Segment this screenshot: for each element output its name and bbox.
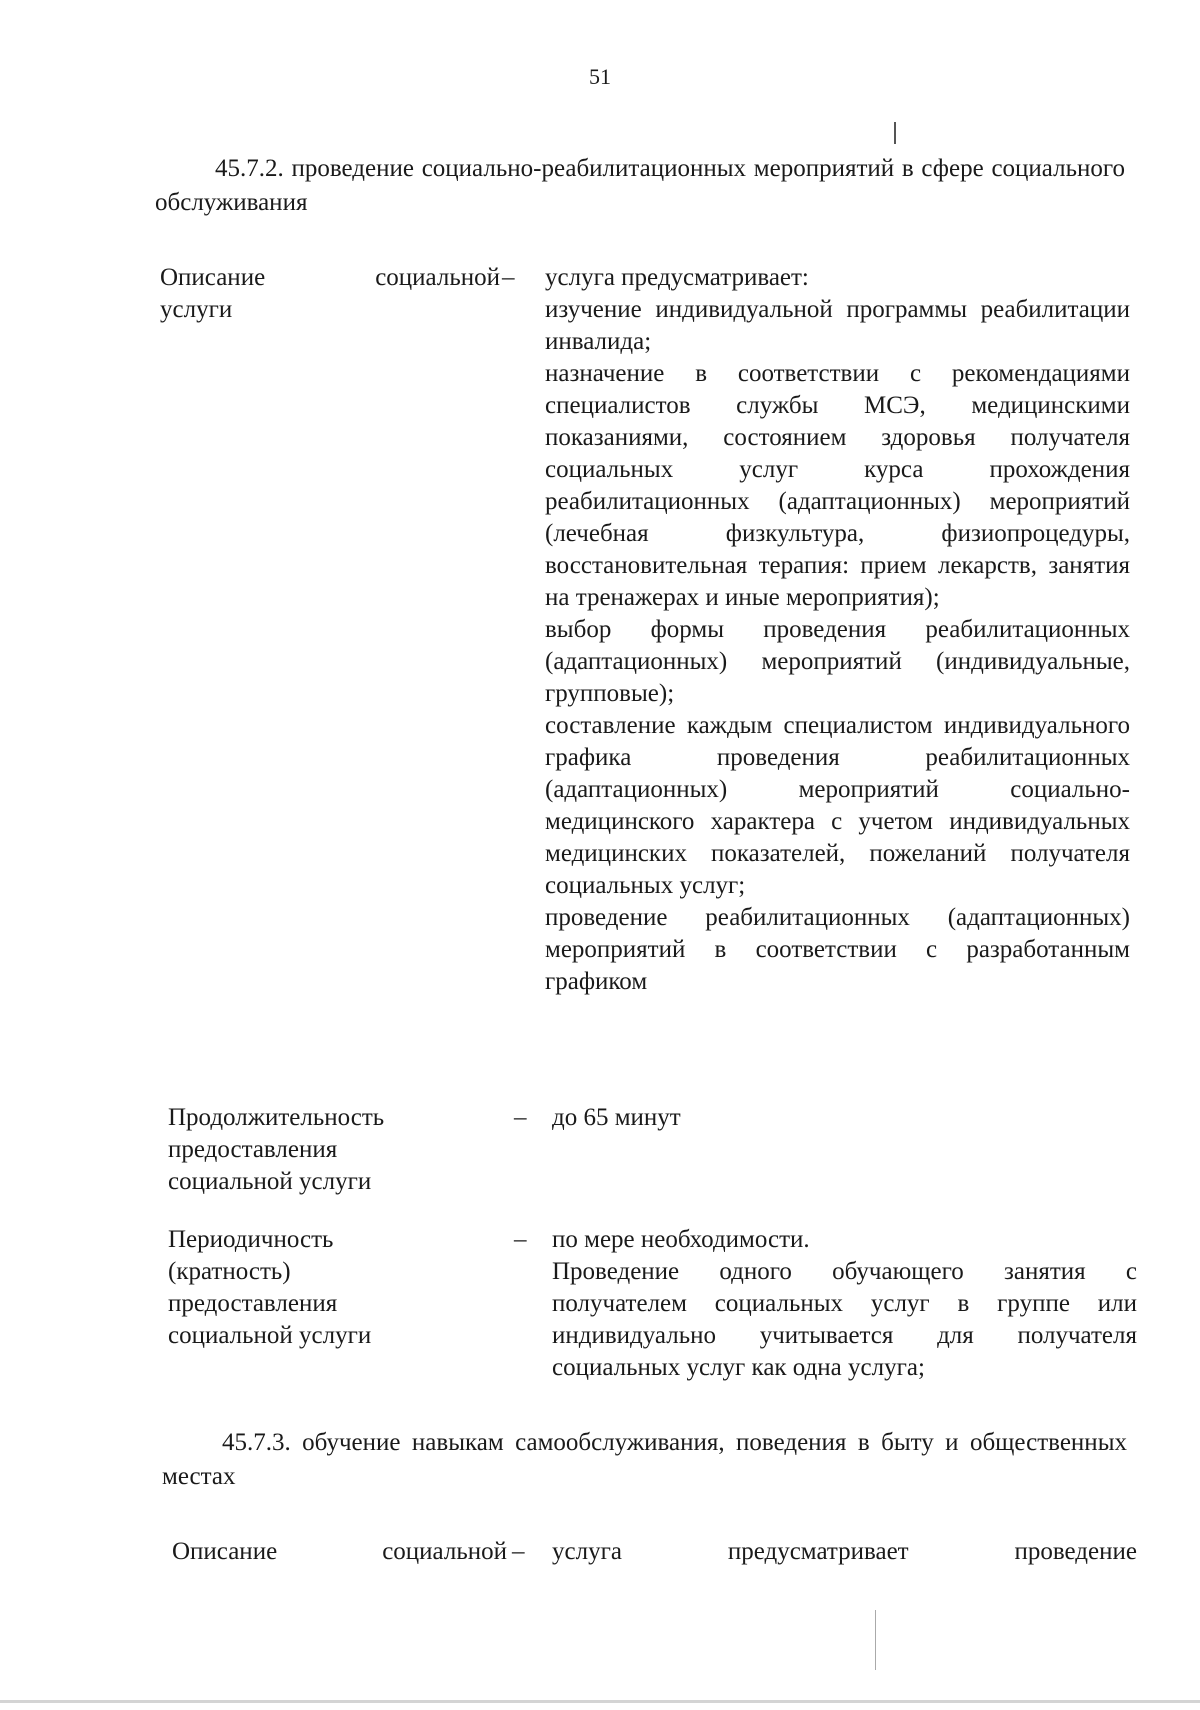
section-heading-text: 45.7.3. обучение навыкам самообслуживания, поведения в быту и общественных местах bbox=[162, 1429, 1127, 1490]
value-item: изучение индивидуальной программы реабилитации инвалида; bbox=[545, 296, 1130, 355]
service-description-label bbox=[172, 1536, 507, 1568]
section-heading-text: 45.7.2. проведение социально-реабилитационных мероприятий в сфере социального обслуживания bbox=[155, 155, 1125, 216]
value-item: составление каждым специалистом индивидуального графика проведения реабилитационных (адаптационных) мероприятий социально-медицинского характера с учетом индивидуальных медицинских показателей, пожеланий получателя социальных услуг; bbox=[545, 712, 1130, 899]
service-description-value bbox=[552, 1536, 1137, 1568]
separator-dash: – bbox=[502, 264, 515, 291]
service-duration-value: до 65 минут bbox=[552, 1104, 681, 1131]
value-item: проведение реабилитационных (адаптационных) мероприятий в соответствии с разработанным графиком bbox=[545, 904, 1130, 995]
label-line: Продолжительность bbox=[168, 1104, 385, 1131]
value-word: предусматривает bbox=[727, 1538, 909, 1565]
value-item: Проведение одного обучающего занятия с получателем социальных услуг в группе или индивидуально учитывается для получателя социальных услуг как одна услуга; bbox=[552, 1258, 1137, 1381]
label-line: социальной услуги bbox=[168, 1168, 372, 1195]
label-line: социальной услуги bbox=[168, 1322, 372, 1349]
value-item: выбор формы проведения реабилитационных (адаптационных) мероприятий (индивидуальные, групповые); bbox=[545, 616, 1130, 707]
service-frequency-value bbox=[552, 1224, 1137, 1384]
separator-dash: – bbox=[512, 1538, 525, 1565]
value-word: проведение bbox=[1014, 1538, 1137, 1565]
scan-artifact bbox=[0, 1700, 1200, 1703]
separator-dash: – bbox=[514, 1104, 527, 1131]
service-description-value bbox=[545, 262, 1130, 998]
service-duration-label bbox=[168, 1102, 384, 1198]
scan-artifact bbox=[894, 122, 896, 144]
service-frequency-label bbox=[168, 1224, 371, 1352]
value-intro: услуга предусматривает: bbox=[545, 264, 809, 291]
service-description-label bbox=[160, 262, 500, 326]
value-item: по мере необходимости. bbox=[552, 1226, 810, 1253]
value-word: услуга bbox=[552, 1538, 622, 1565]
value-item: назначение в соответствии с рекомендациями специалистов службы МСЭ, медицинскими показаниями, состоянием здоровья получателя социальных услуг курса прохождения реабилитационных (адаптационных) мероприятий (лечебная физкультура, физиопроцедуры, восстановительная терапия: прием лекарств, занятия на тренажерах и иные мероприятия); bbox=[545, 360, 1130, 611]
label-word: социальной bbox=[382, 1538, 507, 1565]
label-word: Описание bbox=[160, 264, 266, 291]
scan-artifact bbox=[875, 1610, 876, 1670]
label-word: Описание bbox=[172, 1538, 278, 1565]
page-number: 51 bbox=[589, 64, 611, 89]
label-line: предоставления bbox=[168, 1290, 338, 1317]
label-line: Периодичность bbox=[168, 1226, 334, 1253]
section-heading-45-7-3 bbox=[162, 1426, 1127, 1494]
label-line: (кратность) bbox=[168, 1258, 291, 1285]
label-line: предоставления bbox=[168, 1136, 338, 1163]
separator-dash: – bbox=[514, 1226, 527, 1253]
label-word: услуги bbox=[160, 296, 233, 323]
label-word: социальной bbox=[375, 264, 500, 291]
section-heading-45-7-2 bbox=[155, 152, 1125, 220]
